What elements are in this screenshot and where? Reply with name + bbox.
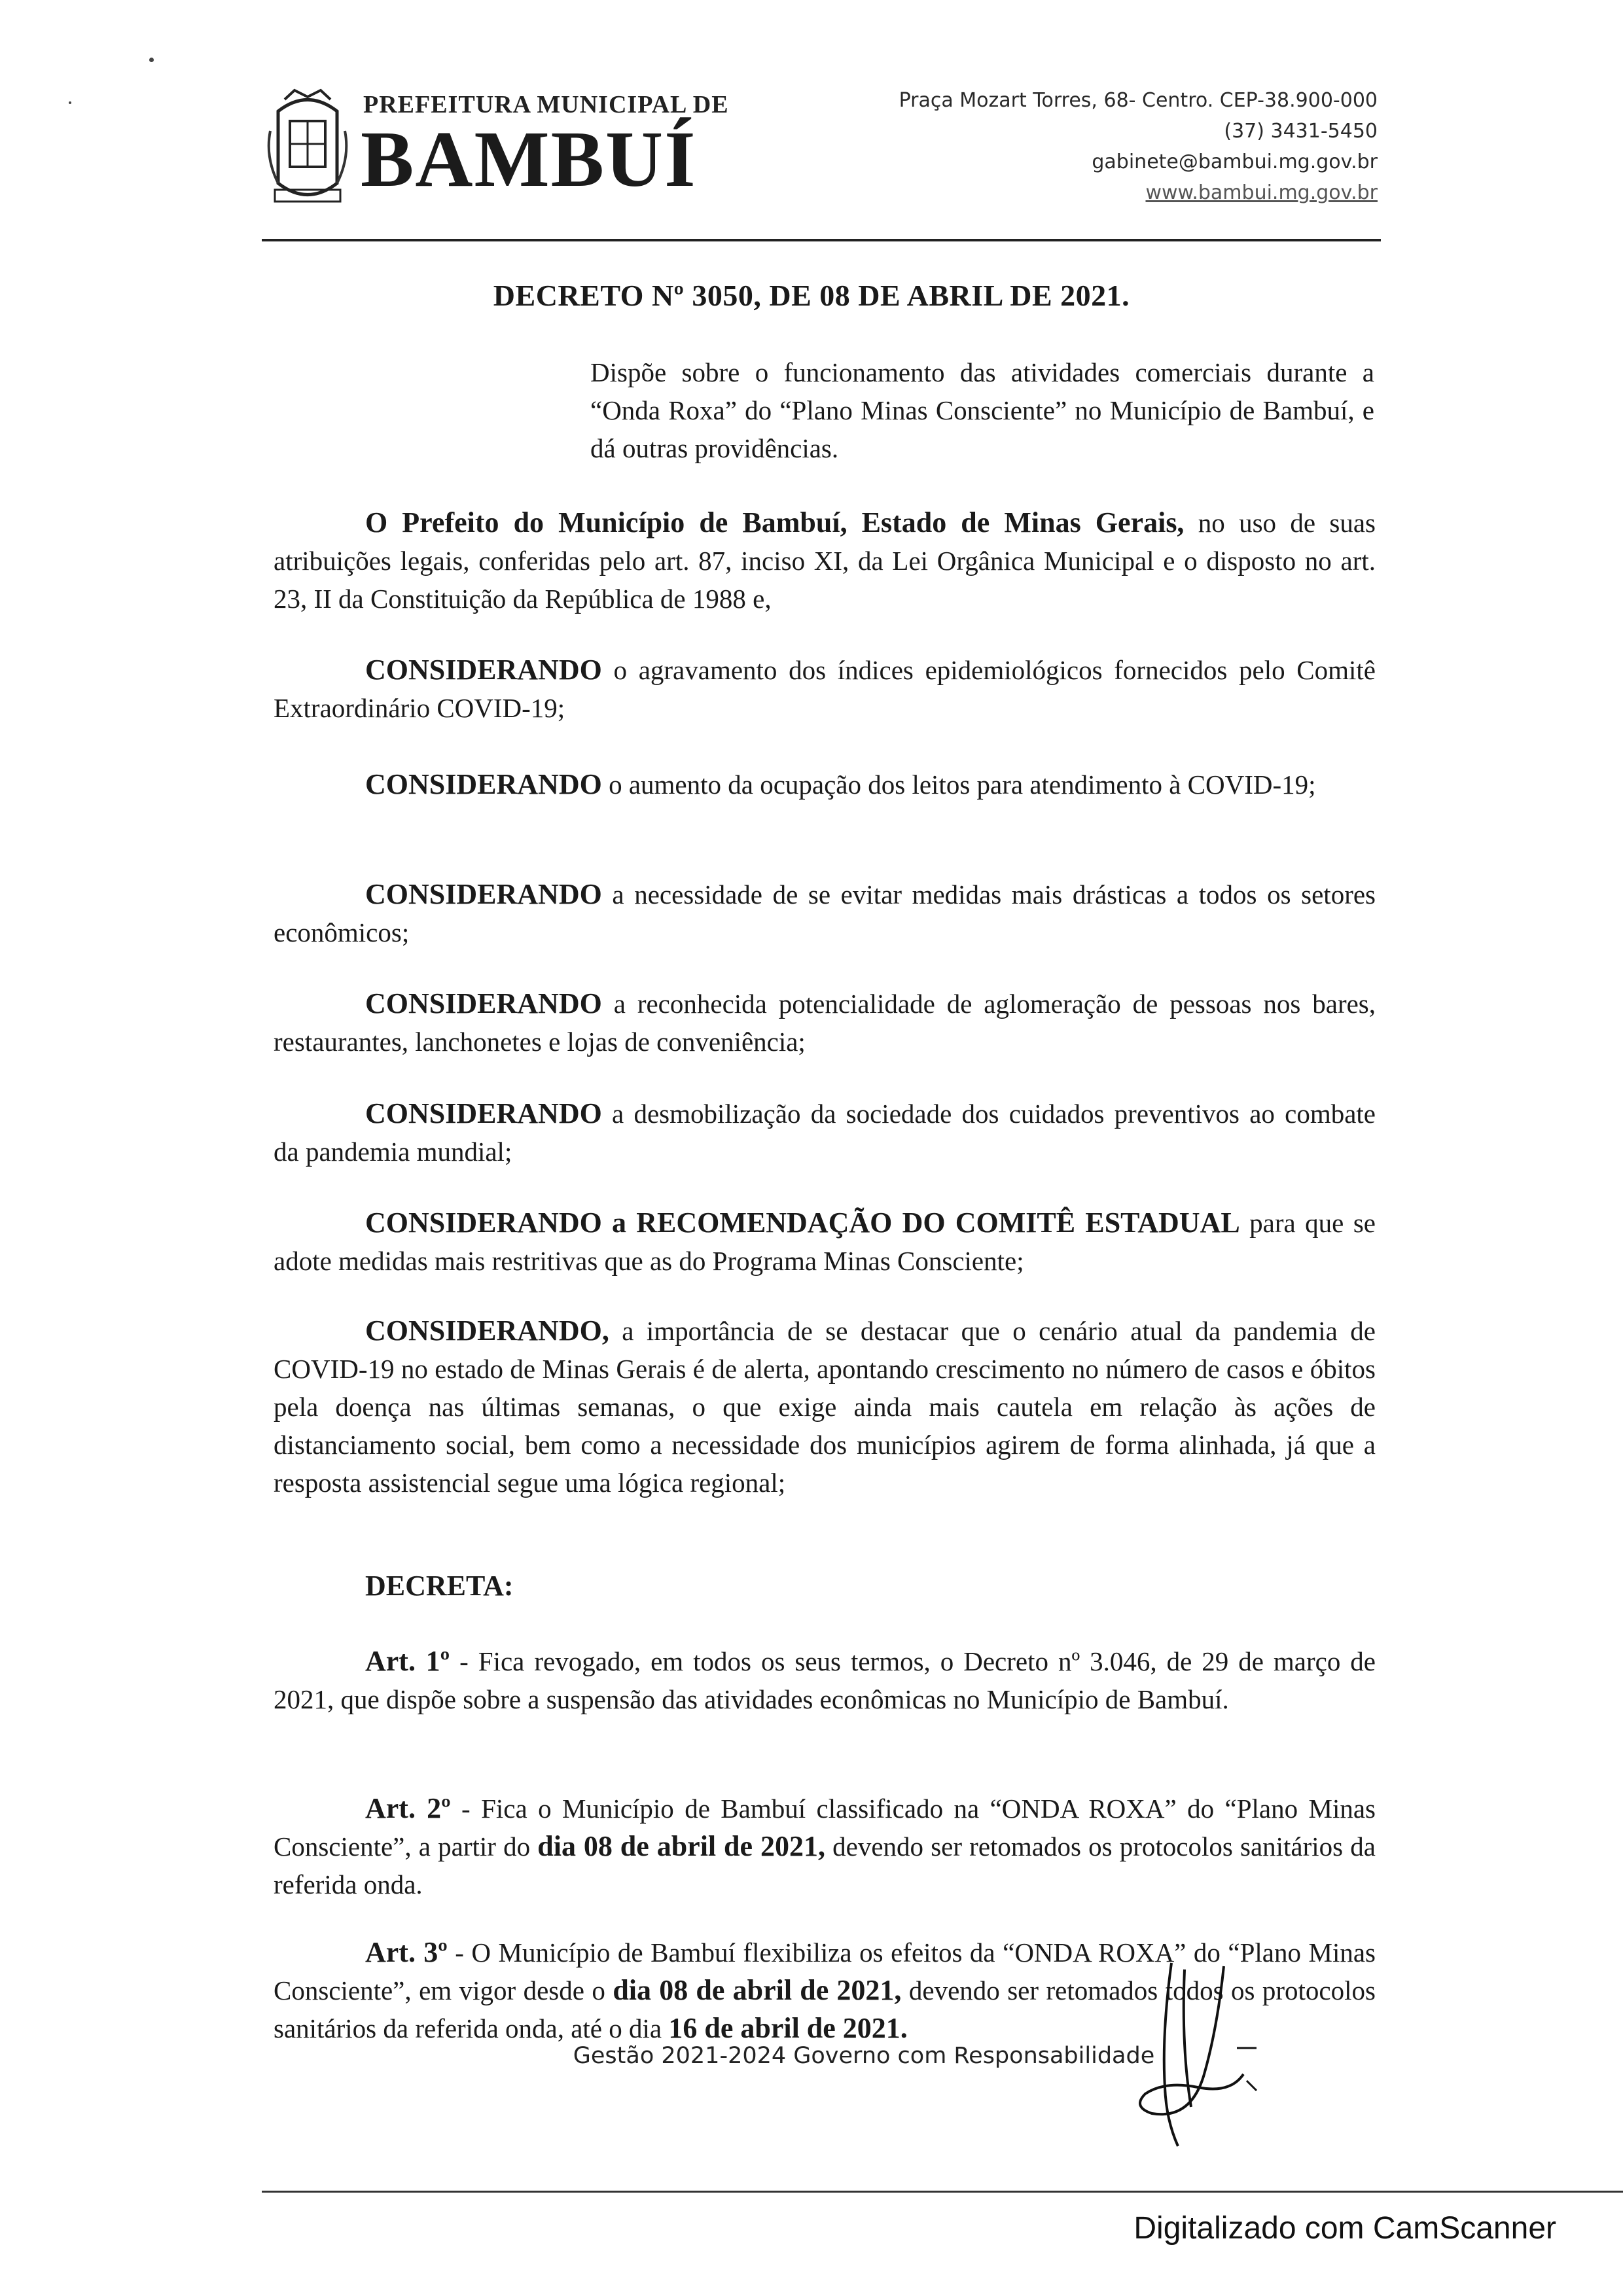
ementa-text: Dispõe sobre o funcionamento das atividades comerciais durante a “Onda Roxa” do “Plano Minas Consciente” no Município de Bambuí, e dá outras providências. <box>590 357 1374 463</box>
article-text: - Fica revogado, em todos os seus termos, o Decreto nº 3.046, de 29 de março de 2021, que dispõe sobre a suspensão das atividades econômicas no Município de Bambuí. <box>274 1646 1376 1714</box>
article-1 <box>274 1642 1376 1718</box>
considerando-label: CONSIDERANDO <box>365 768 602 800</box>
scan-speck <box>69 101 71 104</box>
article-label: Art. 3º <box>365 1936 448 1968</box>
considerando-4 <box>274 985 1376 1061</box>
considerando-text: o aumento da ocupação dos leitos para atendimento à COVID-19; <box>601 769 1316 800</box>
municipal-crest-icon <box>265 85 350 209</box>
considerando-text: a necessidade de se evitar medidas mais drásticas a todos os setores econômicos; <box>274 879 1376 947</box>
phone: (37) 3431-5450 <box>1224 120 1378 143</box>
decreta-label: DECRETA: <box>365 1570 514 1602</box>
email: gabinete@bambui.mg.gov.br <box>1092 150 1378 173</box>
footer-gestao <box>0 2043 1623 2069</box>
considerando-text: a reconhecida potencialidade de aglomeração de pessoas nos bares, restaurantes, lanchonetes e lojas de conveniência; <box>274 989 1376 1057</box>
article-2 <box>274 1790 1376 1903</box>
article-date: dia 08 de abril de 2021, <box>537 1830 825 1862</box>
footer-divider <box>262 2191 1623 2193</box>
decree-ementa <box>452 353 1374 467</box>
considerando-label: CONSIDERANDO <box>365 987 602 1019</box>
letterhead <box>265 77 1378 234</box>
article-date: dia 08 de abril de 2021, <box>613 1974 902 2006</box>
scanner-watermark: Digitalizado com CamScanner <box>1133 2211 1556 2246</box>
considerando-text: a desmobilização da sociedade dos cuidados preventivos ao combate da pandemia mundial; <box>274 1099 1376 1167</box>
considerando-7 <box>274 1312 1376 1502</box>
considerando-2 <box>274 766 1376 804</box>
considerando-5 <box>274 1095 1376 1171</box>
contact-block <box>899 85 1378 208</box>
considerando-3 <box>274 875 1376 951</box>
decree-title: DECRETO Nº 3050, DE 08 DE ABRIL DE 2021. <box>493 279 1130 312</box>
article-date: 16 de abril de 2021. <box>668 2012 908 2044</box>
considerando-label: CONSIDERANDO <box>365 654 602 686</box>
decreta-heading <box>274 1567 1376 1605</box>
preamble-text: no uso de suas atribuições legais, conferidas pelo art. 87, inciso XI, da Lei Orgânica Municipal e o disposto no art. 23, II da Constituição da República de 1988 e, <box>274 508 1376 614</box>
article-text: - Fica o Município de Bambuí classificado na “ONDA ROXA” do “Plano Minas Consciente”, a partir do <box>274 1793 1376 1862</box>
website: www.bambui.mg.gov.br <box>1145 181 1378 204</box>
considerando-label: CONSIDERANDO <box>365 1097 602 1129</box>
preamble <box>274 504 1376 618</box>
org-line: PREFEITURA MUNICIPAL DE <box>363 91 729 118</box>
header-divider <box>262 239 1381 241</box>
article-label: Art. 2º <box>365 1792 451 1824</box>
gestao-text: Gestão 2021-2024 Governo com Responsabilidade <box>573 2043 1155 2069</box>
scan-speck <box>149 58 154 62</box>
considerando-6 <box>274 1204 1376 1280</box>
considerando-text: para que se adote medidas mais restritivas que as do Programa Minas Consciente; <box>274 1208 1376 1276</box>
article-text: devendo ser retomados todos os protocolos sanitários da referida onda, até o dia <box>274 1975 1376 2043</box>
preamble-bold: O Prefeito do Município de Bambuí, Estado de Minas Gerais, <box>365 506 1185 539</box>
article-label: Art. 1º <box>365 1645 450 1677</box>
article-text: devendo ser retomados os protocolos sanitários da referida onda. <box>274 1831 1376 1899</box>
considerando-1 <box>274 651 1376 727</box>
considerando-label: CONSIDERANDO a RECOMENDAÇÃO DO COMITÊ ESTADUAL <box>365 1207 1240 1239</box>
org-name: BAMBUÍ <box>361 115 697 203</box>
considerando-text: o agravamento dos índices epidemiológicos fornecidos pelo Comitê Extraordinário COVID-19; <box>274 655 1376 723</box>
considerando-label: CONSIDERANDO <box>365 878 602 910</box>
article-text: - O Município de Bambuí flexibiliza os efeitos da “ONDA ROXA” do “Plano Minas Consciente”, em vigor desde o <box>274 1937 1376 2005</box>
considerando-text: a importância de se destacar que o cenário atual da pandemia de COVID-19 no estado de Minas Gerais é de alerta, apontando crescimento no número de casos e óbitos pela doença nas últimas semanas, o que exige ainda mais cautela em relação às ações de distanciamento social, bem como a necessidade dos municípios agirem de forma alinhada, já que a resposta assistencial segue uma lógica regional; <box>274 1316 1376 1498</box>
address: Praça Mozart Torres, 68- Centro. CEP-38.900-000 <box>899 89 1378 112</box>
considerando-label: CONSIDERANDO, <box>365 1315 609 1347</box>
